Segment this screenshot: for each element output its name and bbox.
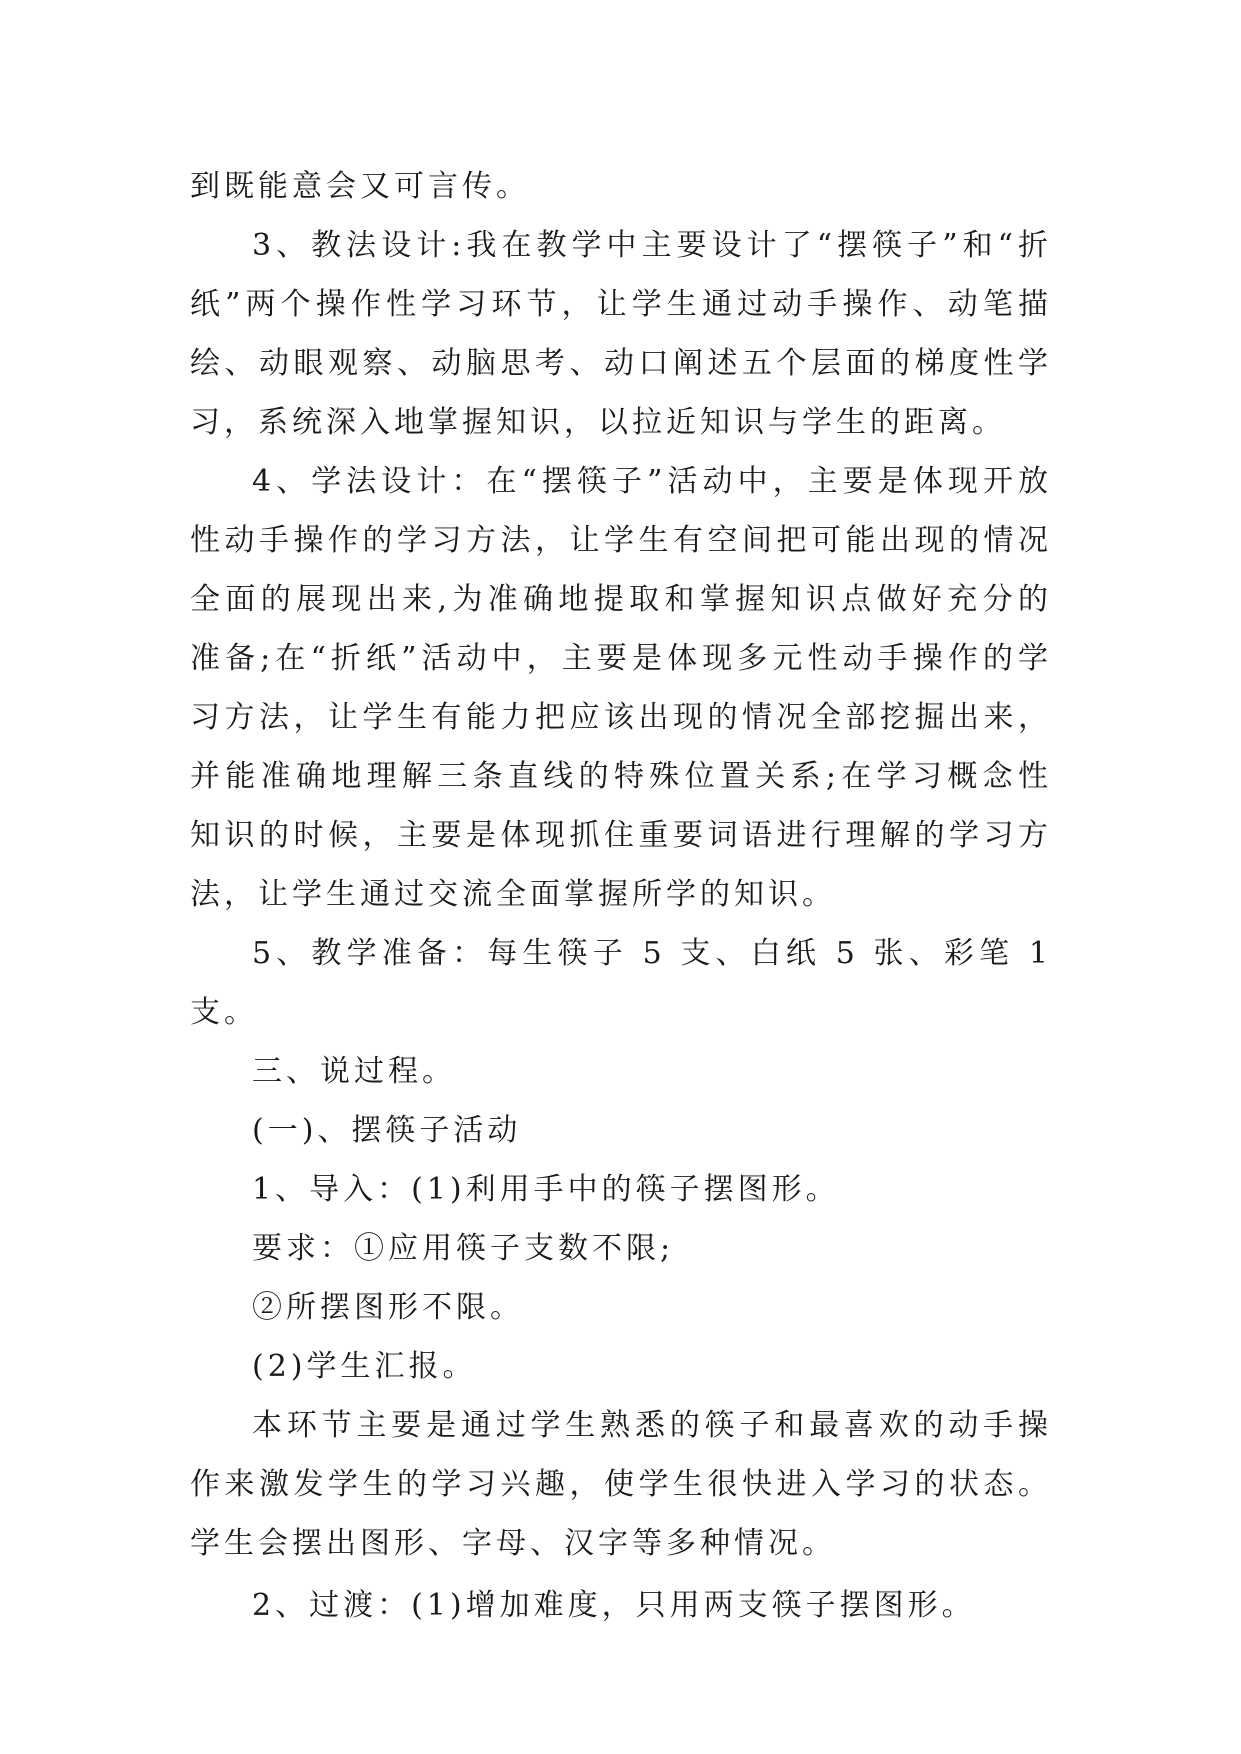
paragraph-transition: 2、过渡：(1)增加难度，只用两支筷子摆图形。 bbox=[252, 1588, 976, 1623]
paragraph-intro: 1、导入：(1)利用手中的筷子摆图形。 bbox=[252, 1172, 840, 1207]
paragraph-continuation: 到既能意会又可言传。 bbox=[190, 169, 530, 204]
paragraph-teaching-method: 3、教法设计:我在教学中主要设计了“摆筷子”和“折纸”两个操作性学习环节，让学生通过动手操作、动笔描绘、动眼观察、动脑思考、动口阐述五个层面的梯度性学习，系统深入地掌握知识，以拉近知识与学生的距离。 bbox=[190, 228, 1052, 440]
body-text bbox=[190, 157, 1052, 1635]
paragraph-learning-method: 4、学法设计：在“摆筷子”活动中，主要是体现开放性动手操作的学习方法，让学生有空间把可能出现的情况全面的展现出来,为准确地提取和掌握知识点做好充分的准备;在“折纸”活动中，主要是体现多元性动手操作的学习方法，让学生有能力把应该出现的情况全部挖掘出来，并能准确地理解三条直线的特殊位置关系;在学习概念性知识的时候，主要是体现抓住重要词语进行理解的学习方法，让学生通过交流全面掌握所学的知识。 bbox=[190, 464, 1052, 912]
paragraph-report: (2)学生汇报。 bbox=[252, 1349, 477, 1384]
paragraph-requirement-2: ②所摆图形不限。 bbox=[252, 1290, 524, 1325]
paragraph-activity-heading: (一)、摆筷子活动 bbox=[252, 1113, 522, 1148]
paragraph-process-heading: 三、说过程。 bbox=[252, 1054, 456, 1089]
paragraph-preparation: 5、教学准备：每生筷子 5 支、白纸 5 张、彩笔 1 支。 bbox=[190, 936, 1052, 1030]
paragraph-requirement-1: 要求：①应用筷子支数不限; bbox=[252, 1231, 675, 1266]
paragraph-summary: 本环节主要是通过学生熟悉的筷子和最喜欢的动手操作来激发学生的学习兴趣，使学生很快进入学习的状态。学生会摆出图形、字母、汉字等多种情况。 bbox=[190, 1408, 1052, 1561]
